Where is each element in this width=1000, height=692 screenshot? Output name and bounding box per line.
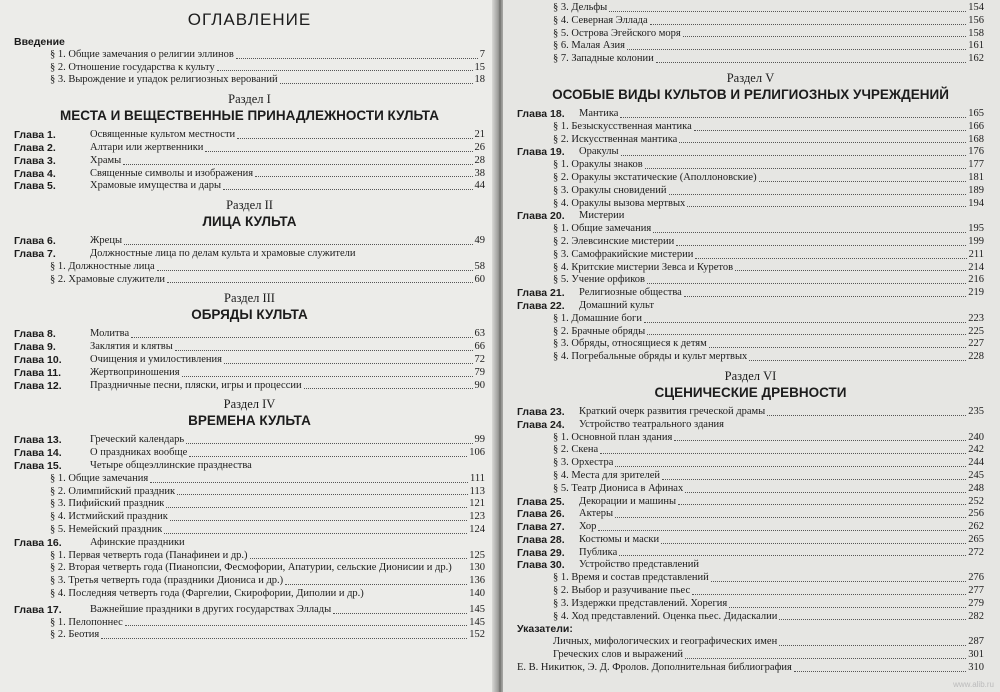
toc-chapter: Глава 13. Греческий календарь 99 xyxy=(14,434,485,447)
toc-entry: § 2. Храмовые служители 60 xyxy=(50,273,485,285)
toc-chapter: Глава 25. Декорации и машины 252 xyxy=(517,495,984,508)
toc-entry: § 1. Пелопоннес 145 xyxy=(50,616,485,628)
toc-chapter: Глава 10. Очищения и умилостивления 72 xyxy=(14,353,485,366)
toc-chapter: Глава 9. Заклятия и клятвы 66 xyxy=(14,341,485,354)
toc-entry: § 4. Критские мистерии Зевса и Куретов 214 xyxy=(553,261,984,273)
toc-chapter: Глава 5. Храмовые имущества и дары 44 xyxy=(14,180,485,193)
toc-chapter: Глава 22. Домашний культ xyxy=(517,299,654,312)
toc-chapter: Глава 8. Молитва 63 xyxy=(14,328,485,341)
toc-chapter: Глава 14. О праздниках вообще 106 xyxy=(14,447,485,460)
toc-entry: § 6. Малая Азия 161 xyxy=(553,40,984,52)
toc-chapter: Глава 6. Жрецы 49 xyxy=(14,235,485,248)
section-head: Раздел III xyxy=(224,291,275,306)
section-head: Раздел V xyxy=(726,70,775,85)
toc-chapter: Глава 23. Краткий очерк развития греческой драмы 235 xyxy=(517,405,984,418)
toc-chapter: Глава 26. Актеры 256 xyxy=(517,508,984,521)
toc-chapter: Глава 16. Афинские праздники xyxy=(14,536,185,549)
section-head: Раздел VI xyxy=(724,368,777,383)
toc-entry: § 3. Третья четверть года (праздники Диониса и др.) 136 xyxy=(50,575,485,587)
toc-chapter: Глава 12. Праздничные песни, пляски, игры и процессии 90 xyxy=(14,379,485,392)
toc-entry: § 2. Оракулы экстатические (Аполлоновские) 181 xyxy=(553,171,984,183)
section-head: Раздел IV xyxy=(223,397,276,412)
toc-entry: § 1. Должностные лица 58 xyxy=(50,260,485,272)
toc-chapter: Глава 21. Религиозные общества 219 xyxy=(517,287,984,300)
toc-chapter: Глава 27. Хор 262 xyxy=(517,521,984,534)
toc-entry: § 2. Отношение государства к культу 15 xyxy=(50,61,485,73)
toc-chapter: Глава 29. Публика 272 xyxy=(517,546,984,559)
toc-chapter: Глава 1. Освященные культом местности 21 xyxy=(14,129,485,142)
toc-entry: § 4. Северная Эллада 156 xyxy=(553,14,984,26)
toc-entry: § 3. Оракулы сновидений 189 xyxy=(553,184,984,196)
toc-entry: § 3. Обряды, относящиеся к детям 227 xyxy=(553,338,984,350)
toc-entry: Личных, мифологических и географических имен 287 xyxy=(553,636,984,648)
toc-entry: § 3. Вырождение и упадок религиозных верований 18 xyxy=(50,74,485,86)
section-head: Раздел I xyxy=(228,92,271,107)
toc-entry: § 1. Оракулы знаков 177 xyxy=(553,159,984,171)
toc-entry: § 4. Последняя четверть года (Фаргелии, Скирофории, Диполии и др.) 140 xyxy=(50,587,485,599)
toc-chapter: Глава 28. Костюмы и маски 265 xyxy=(517,533,984,546)
toc-chapter: Глава 7. Должностные лица по делам культа и храмовые служители xyxy=(14,247,356,260)
toc-entry: § 5. Немейский праздник 124 xyxy=(50,523,485,535)
toc-entry: § 1. Безыскусственная мантика 166 xyxy=(553,120,984,132)
toc-chapter: Глава 2. Алтари или жертвенники 26 xyxy=(14,141,485,154)
toc-entry: § 4. Погребальные обряды и культ мертвых 228 xyxy=(553,351,984,363)
toc-chapter: Глава 15. Четыре общеэллинские празднества xyxy=(14,459,252,472)
section-title: ЛИЦА КУЛЬТА xyxy=(202,214,297,230)
toc-chapter: Глава 24. Устройство театрального здания xyxy=(517,418,725,431)
intro-label: Введение xyxy=(14,36,65,48)
toc-entry: § 5. Театр Диониса в Афинах 248 xyxy=(553,482,984,494)
toc-entry: § 1. Первая четверть года (Панафинеи и др.) 125 xyxy=(50,549,485,561)
watermark: www.alib.ru xyxy=(953,680,994,689)
toc-chapter: Глава 20. Мистерии xyxy=(517,210,625,223)
toc-entry: § 2. Выбор и разучивание пьес 277 xyxy=(553,585,984,597)
toc-entry: § 1. Основной план здания 240 xyxy=(553,431,984,443)
section-title: ВРЕМЕНА КУЛЬТА xyxy=(188,413,311,429)
toc-entry: § 2. Элевсинские мистерии 199 xyxy=(553,235,984,247)
toc-entry: Греческих слов и выражений 301 xyxy=(553,649,984,661)
toc-chapter: Глава 30. Устройство представлений xyxy=(517,559,700,572)
toc-entry: § 2. Олимпийский праздник 113 xyxy=(50,485,485,497)
toc-chapter: Глава 3. Храмы 28 xyxy=(14,154,485,167)
toc-entry: § 2. Беотия 152 xyxy=(50,629,485,641)
toc-entry: § 4. Оракулы вызова мертвых 194 xyxy=(553,197,984,209)
toc-entry: § 3. Самофракийские мистерии 211 xyxy=(553,248,984,260)
toc-chapter: Глава 19. Оракулы 176 xyxy=(517,146,984,159)
toc-entry: § 3. Дельфы 154 xyxy=(553,2,984,13)
toc-entry: § 4. Места для зрителей 245 xyxy=(553,469,984,481)
toc-entry: § 1. Общие замечания о религии эллинов 7 xyxy=(50,48,485,60)
toc-title: ОГЛАВЛЕНИЕ xyxy=(187,10,312,29)
toc-entry: § 3. Орхестра 244 xyxy=(553,457,984,469)
toc-entry: § 4. Ход представлений. Оценка пьес. Дидаскалии 282 xyxy=(553,610,984,622)
toc-entry: § 2. Искусственная мантика 168 xyxy=(553,133,984,145)
toc-entry: § 2. Вторая четверть года (Пианопсии, Фесмофории, Апатурии, сельские Дионисии и др.) 130 xyxy=(50,562,485,574)
toc-entry: § 4. Истмийский праздник 123 xyxy=(50,511,485,523)
toc-entry: § 2. Скена 242 xyxy=(553,444,984,456)
toc-chapter: Глава 18. Мантика 165 xyxy=(517,107,984,120)
section-title: ОСОБЫЕ ВИДЫ КУЛЬТОВ И РЕЛИГИОЗНЫХ УЧРЕЖДЕНИЙ xyxy=(552,86,949,102)
section-head: Раздел II xyxy=(226,198,273,213)
left-page xyxy=(0,0,497,692)
toc-entry: § 2. Брачные обряды 225 xyxy=(553,325,984,337)
toc-chapter: Глава 17. Важнейшие праздники в других государствах Эллады 145 xyxy=(14,603,485,616)
toc-entry: § 3. Издержки представлений. Хорегия 279 xyxy=(553,597,984,609)
toc-entry: § 5. Острова Эгейского моря 158 xyxy=(553,27,984,39)
right-page xyxy=(503,0,1000,692)
section-title: МЕСТА И ВЕЩЕСТВЕННЫЕ ПРИНАДЛЕЖНОСТИ КУЛЬТА xyxy=(60,108,439,124)
toc-chapter: Глава 11. Жертвоприношения 79 xyxy=(14,366,485,379)
section-title: ОБРЯДЫ КУЛЬТА xyxy=(191,307,308,323)
toc-entry: § 5. Учение орфиков 216 xyxy=(553,274,984,286)
toc-entry: § 1. Время и состав представлений 276 xyxy=(553,572,984,584)
toc-chapter: Глава 4. Священные символы и изображения 38 xyxy=(14,167,485,180)
toc-entry: § 1. Общие замечания 195 xyxy=(553,223,984,235)
toc-entry: § 1. Домашние боги 223 xyxy=(553,312,984,324)
section-title: СЦЕНИЧЕСКИЕ ДРЕВНОСТИ xyxy=(654,384,847,400)
toc-entry: § 1. Общие замечания 111 xyxy=(50,472,485,484)
index-label: Указатели: xyxy=(517,623,573,636)
toc-entry: § 3. Пифийский праздник 121 xyxy=(50,498,485,510)
toc-entry: § 7. Западные колонии 162 xyxy=(553,53,984,65)
toc-entry: Е. В. Никитюк, Э. Д. Фролов. Дополнительная библиография 310 xyxy=(517,661,984,673)
